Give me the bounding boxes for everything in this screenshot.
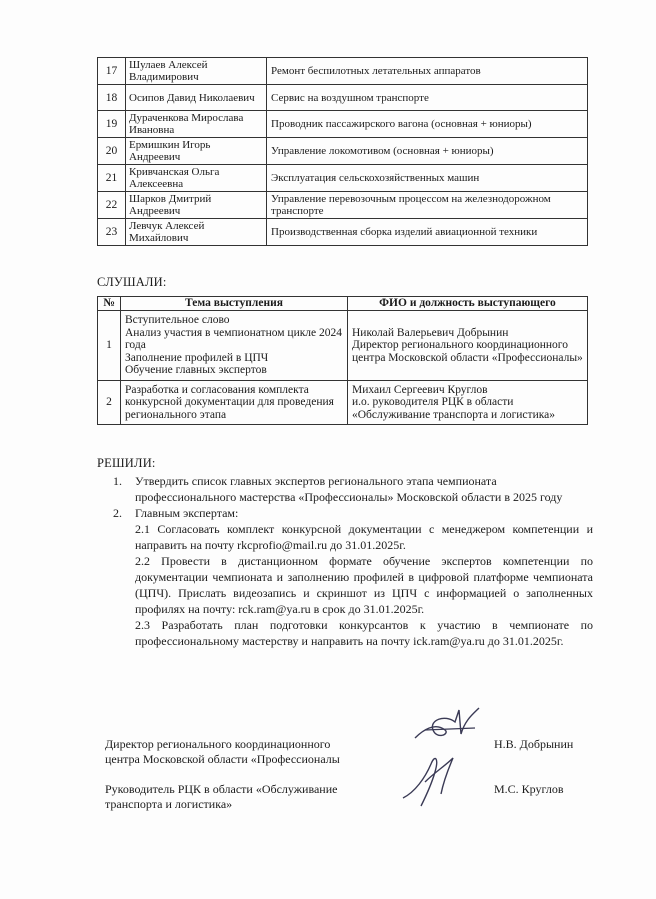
participant-competence: Проводник пассажирского вагона (основная + юниоры)	[267, 111, 588, 138]
signature-name: М.С. Круглов	[494, 782, 564, 796]
heard-row-num: 2	[98, 381, 121, 425]
participant-row	[98, 138, 588, 165]
heard-header-topic: Тема выступления	[121, 297, 348, 311]
participant-row	[98, 219, 588, 246]
participant-competence: Эксплуатация сельскохозяйственных машин	[267, 165, 588, 192]
handwritten-signature-icon	[405, 700, 485, 750]
participant-number: 22	[98, 192, 126, 219]
participant-number: 18	[98, 85, 126, 111]
participant-name: Шулаев Алексей Владимирович	[126, 58, 267, 85]
decision-subitem: 2.2 Провести в дистанционном формате обучение экспертов компетенции по документации чемпионата и заполнению профилей в цифровой платформе чемпионата (ЦПЧ). Прислать видеозапись и скриншот из ЦПЧ с информацией о заполненных профилях на почту: rck.ram@ya.ru в срок до 31.01.2025г.	[135, 554, 593, 616]
signature-position	[105, 782, 337, 812]
participant-row	[98, 58, 588, 85]
position-line: транспорта и логистика»	[105, 797, 233, 811]
topic-line: Заполнение профилей в ЦПЧ	[125, 351, 269, 364]
decided-label: РЕШИЛИ:	[97, 456, 156, 470]
participant-name: Осипов Давид Николаевич	[126, 85, 267, 111]
participant-competence: Сервис на воздушном транспорте	[267, 85, 588, 111]
participant-name: Левчук Алексей Михайлович	[126, 219, 267, 246]
position-line: центра Московской области «Профессионалы	[105, 752, 340, 766]
participant-competence: Ремонт беспилотных летательных аппаратов	[267, 58, 588, 85]
heard-row-speaker	[348, 311, 588, 381]
heard-row	[98, 381, 588, 425]
decision-item	[113, 505, 593, 521]
heard-header-speaker: ФИО и должность выступающего	[348, 297, 588, 311]
topic-line: Вступительное слово	[125, 314, 230, 327]
decisions-list	[113, 473, 593, 649]
topic-line: Разработка и согласования комплекта конкурсной документации для проведения регионального этапа	[125, 383, 334, 421]
signature-name: Н.В. Добрынин	[494, 737, 574, 751]
heard-row	[98, 311, 588, 381]
participant-row	[98, 85, 588, 111]
topic-line: Обучение главных экспертов	[125, 364, 267, 377]
heard-header-num: №	[98, 297, 121, 311]
participant-number: 20	[98, 138, 126, 165]
position-line: Директор регионального координационного	[105, 737, 331, 751]
handwritten-signature-icon	[395, 748, 475, 810]
heard-table	[97, 296, 588, 425]
participant-name: Кривчанская Ольга Алексеевна	[126, 165, 267, 192]
participant-name: Шарков Дмитрий Андреевич	[126, 192, 267, 219]
speaker-position: и.о. руководителя РЦК в области «Обслуживание транспорта и логистика»	[352, 396, 555, 421]
decision-number: 1.	[113, 474, 122, 488]
participant-row	[98, 192, 588, 219]
heard-row-num: 1	[98, 311, 121, 381]
topic-line: Анализ участия в чемпионатном цикле 2024 года	[125, 326, 343, 352]
position-line: Руководитель РЦК в области «Обслуживание	[105, 782, 338, 796]
participant-row	[98, 165, 588, 192]
participant-competence: Управление локомотивом (основная + юниоры)	[267, 138, 588, 165]
participant-number: 21	[98, 165, 126, 192]
participant-number: 17	[98, 58, 126, 85]
participant-competence: Производственная сборка изделий авиационной техники	[267, 219, 588, 246]
participant-row	[98, 111, 588, 138]
decision-item	[113, 473, 593, 505]
decision-subitem: 2.3 Разработать план подготовки конкурсантов к участию в чемпионате по профессиональному мастерству и направить на почту ick.ram@ya.ru до 31.01.2025г.	[135, 618, 593, 648]
heard-row-topic	[121, 381, 348, 425]
speaker-name: Михаил Сергеевич Круглов	[352, 383, 488, 396]
participant-competence: Управление перевозочным процессом на железнодорожном транспорте	[267, 192, 588, 219]
participant-name: Дураченкова Мирослава Ивановна	[126, 111, 267, 138]
decision-subitem: 2.1 Согласовать комплект конкурсной документации с менеджером компетенции и направить на почту rkcprofio@mail.ru до 31.01.2025г.	[135, 522, 593, 552]
heard-row-speaker	[348, 381, 588, 425]
speaker-position: Директор регионального координационного центра Московской области «Профессионалы»	[352, 339, 583, 364]
signature-position	[105, 737, 340, 767]
decision-text: Главным экспертам:	[135, 506, 239, 520]
heard-row-topic	[121, 311, 348, 381]
heard-label: СЛУШАЛИ:	[97, 275, 167, 289]
participant-number: 19	[98, 111, 126, 138]
decision-text: Утвердить список главных экспертов регионального этапа чемпионата профессионального мастерства «Профессионалы» Московской области в 2025 году	[135, 474, 563, 504]
participant-name: Ермишкин Игорь Андреевич	[126, 138, 267, 165]
participants-table	[97, 57, 588, 246]
decision-number: 2.	[113, 506, 122, 520]
speaker-name: Николай Валерьевич Добрынин	[352, 326, 509, 339]
participant-number: 23	[98, 219, 126, 246]
